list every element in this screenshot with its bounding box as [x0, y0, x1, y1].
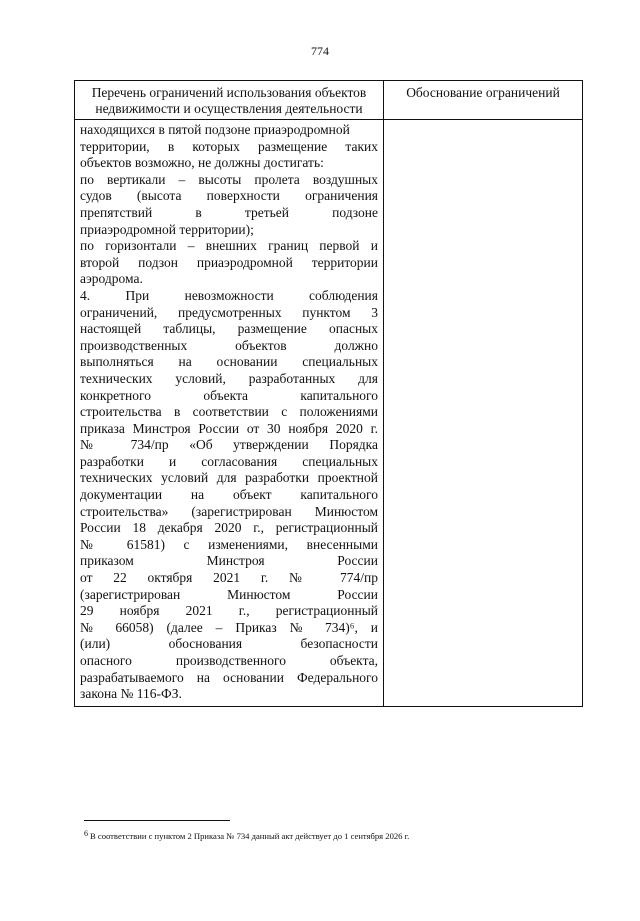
header-restrictions-list: Перечень ограничений использования объектов недвижимости и осуществления деятельности	[75, 81, 384, 120]
text-line: 4. При невозможности соблюдения	[80, 287, 378, 303]
text-line: выполняться на основании специальных	[80, 354, 378, 370]
footnote-text: В соответствии с пунктом 2 Приказа № 734 данный акт действует до 1 сентября 2026 г.	[90, 831, 410, 841]
text-line: судов (высота поверхности ограничения	[80, 188, 378, 204]
table-body-row	[75, 120, 583, 707]
text-line: приказом Минстроя России	[80, 553, 378, 569]
text-line: № 61581) с изменениями, внесенными	[80, 536, 378, 552]
text-line: опасного производственного объекта,	[80, 653, 378, 668]
footnote	[84, 828, 409, 842]
text-line: закона № 116-ФЗ.	[80, 686, 182, 702]
text-line: технических условий, разработанных для	[80, 370, 378, 386]
text-line: России 18 декабря 2020 г., регистрационный	[80, 520, 378, 536]
text-line: строительства» (зарегистрирован Минюстом	[80, 503, 378, 519]
text-line: ограничений, предусмотренных пунктом 3	[80, 304, 378, 320]
restrictions-text-cell	[75, 120, 384, 707]
text-line: 29 ноября 2021 г., регистрационный	[80, 603, 378, 619]
page-number: 774	[311, 44, 329, 58]
restrictions-table	[74, 80, 583, 707]
header-justification: Обоснование ограничений	[384, 81, 583, 120]
text-line: второй подзон приаэродромной территории	[80, 254, 378, 270]
footnote-marker: 6	[84, 829, 88, 838]
text-line: настоящей таблицы, размещение опасных	[80, 321, 378, 337]
text-line: препятствий в третьей подзоне	[80, 204, 378, 220]
text-line: конкретного объекта капитального	[80, 387, 378, 403]
text-line: территории, в которых размещение таких	[80, 138, 378, 154]
text-line: (или) обоснования безопасности	[80, 636, 378, 652]
text-line: находящихся в пятой подзоне приаэродромной	[80, 122, 350, 137]
text-line: № 66058) (далее – Приказ № 734)⁶, и	[80, 619, 378, 635]
text-line: по горизонтали – внешних границ первой и	[80, 238, 378, 254]
text-line: от 22 октября 2021 г. № 774/пр	[80, 570, 378, 586]
text-line: аэродрома.	[80, 271, 143, 287]
text-line: (зарегистрирован Минюстом России	[80, 586, 378, 602]
text-line: строительства в соответствии с положениями	[80, 404, 378, 420]
text-line: разработки и согласования специальных	[80, 453, 378, 469]
justification-cell	[384, 120, 583, 707]
text-line: приаэродромной территории);	[80, 221, 254, 237]
text-line: № 734/пр «Об утверждении Порядка	[80, 437, 378, 453]
footnote-separator	[84, 820, 230, 821]
text-line: приказа Минстроя России от 30 ноября 2020 г.	[80, 420, 378, 436]
text-line: разрабатываемого на основании Федерального	[80, 669, 378, 685]
text-line: по вертикали – высоты пролета воздушных	[80, 171, 378, 187]
table-header-row	[75, 81, 583, 120]
text-line: объектов возможно, не должны достигать:	[80, 155, 324, 171]
text-line: документации на объект капитального	[80, 487, 378, 503]
text-line: производственных объектов должно	[80, 337, 378, 353]
text-line: технических условий для разработки проектной	[80, 470, 378, 486]
